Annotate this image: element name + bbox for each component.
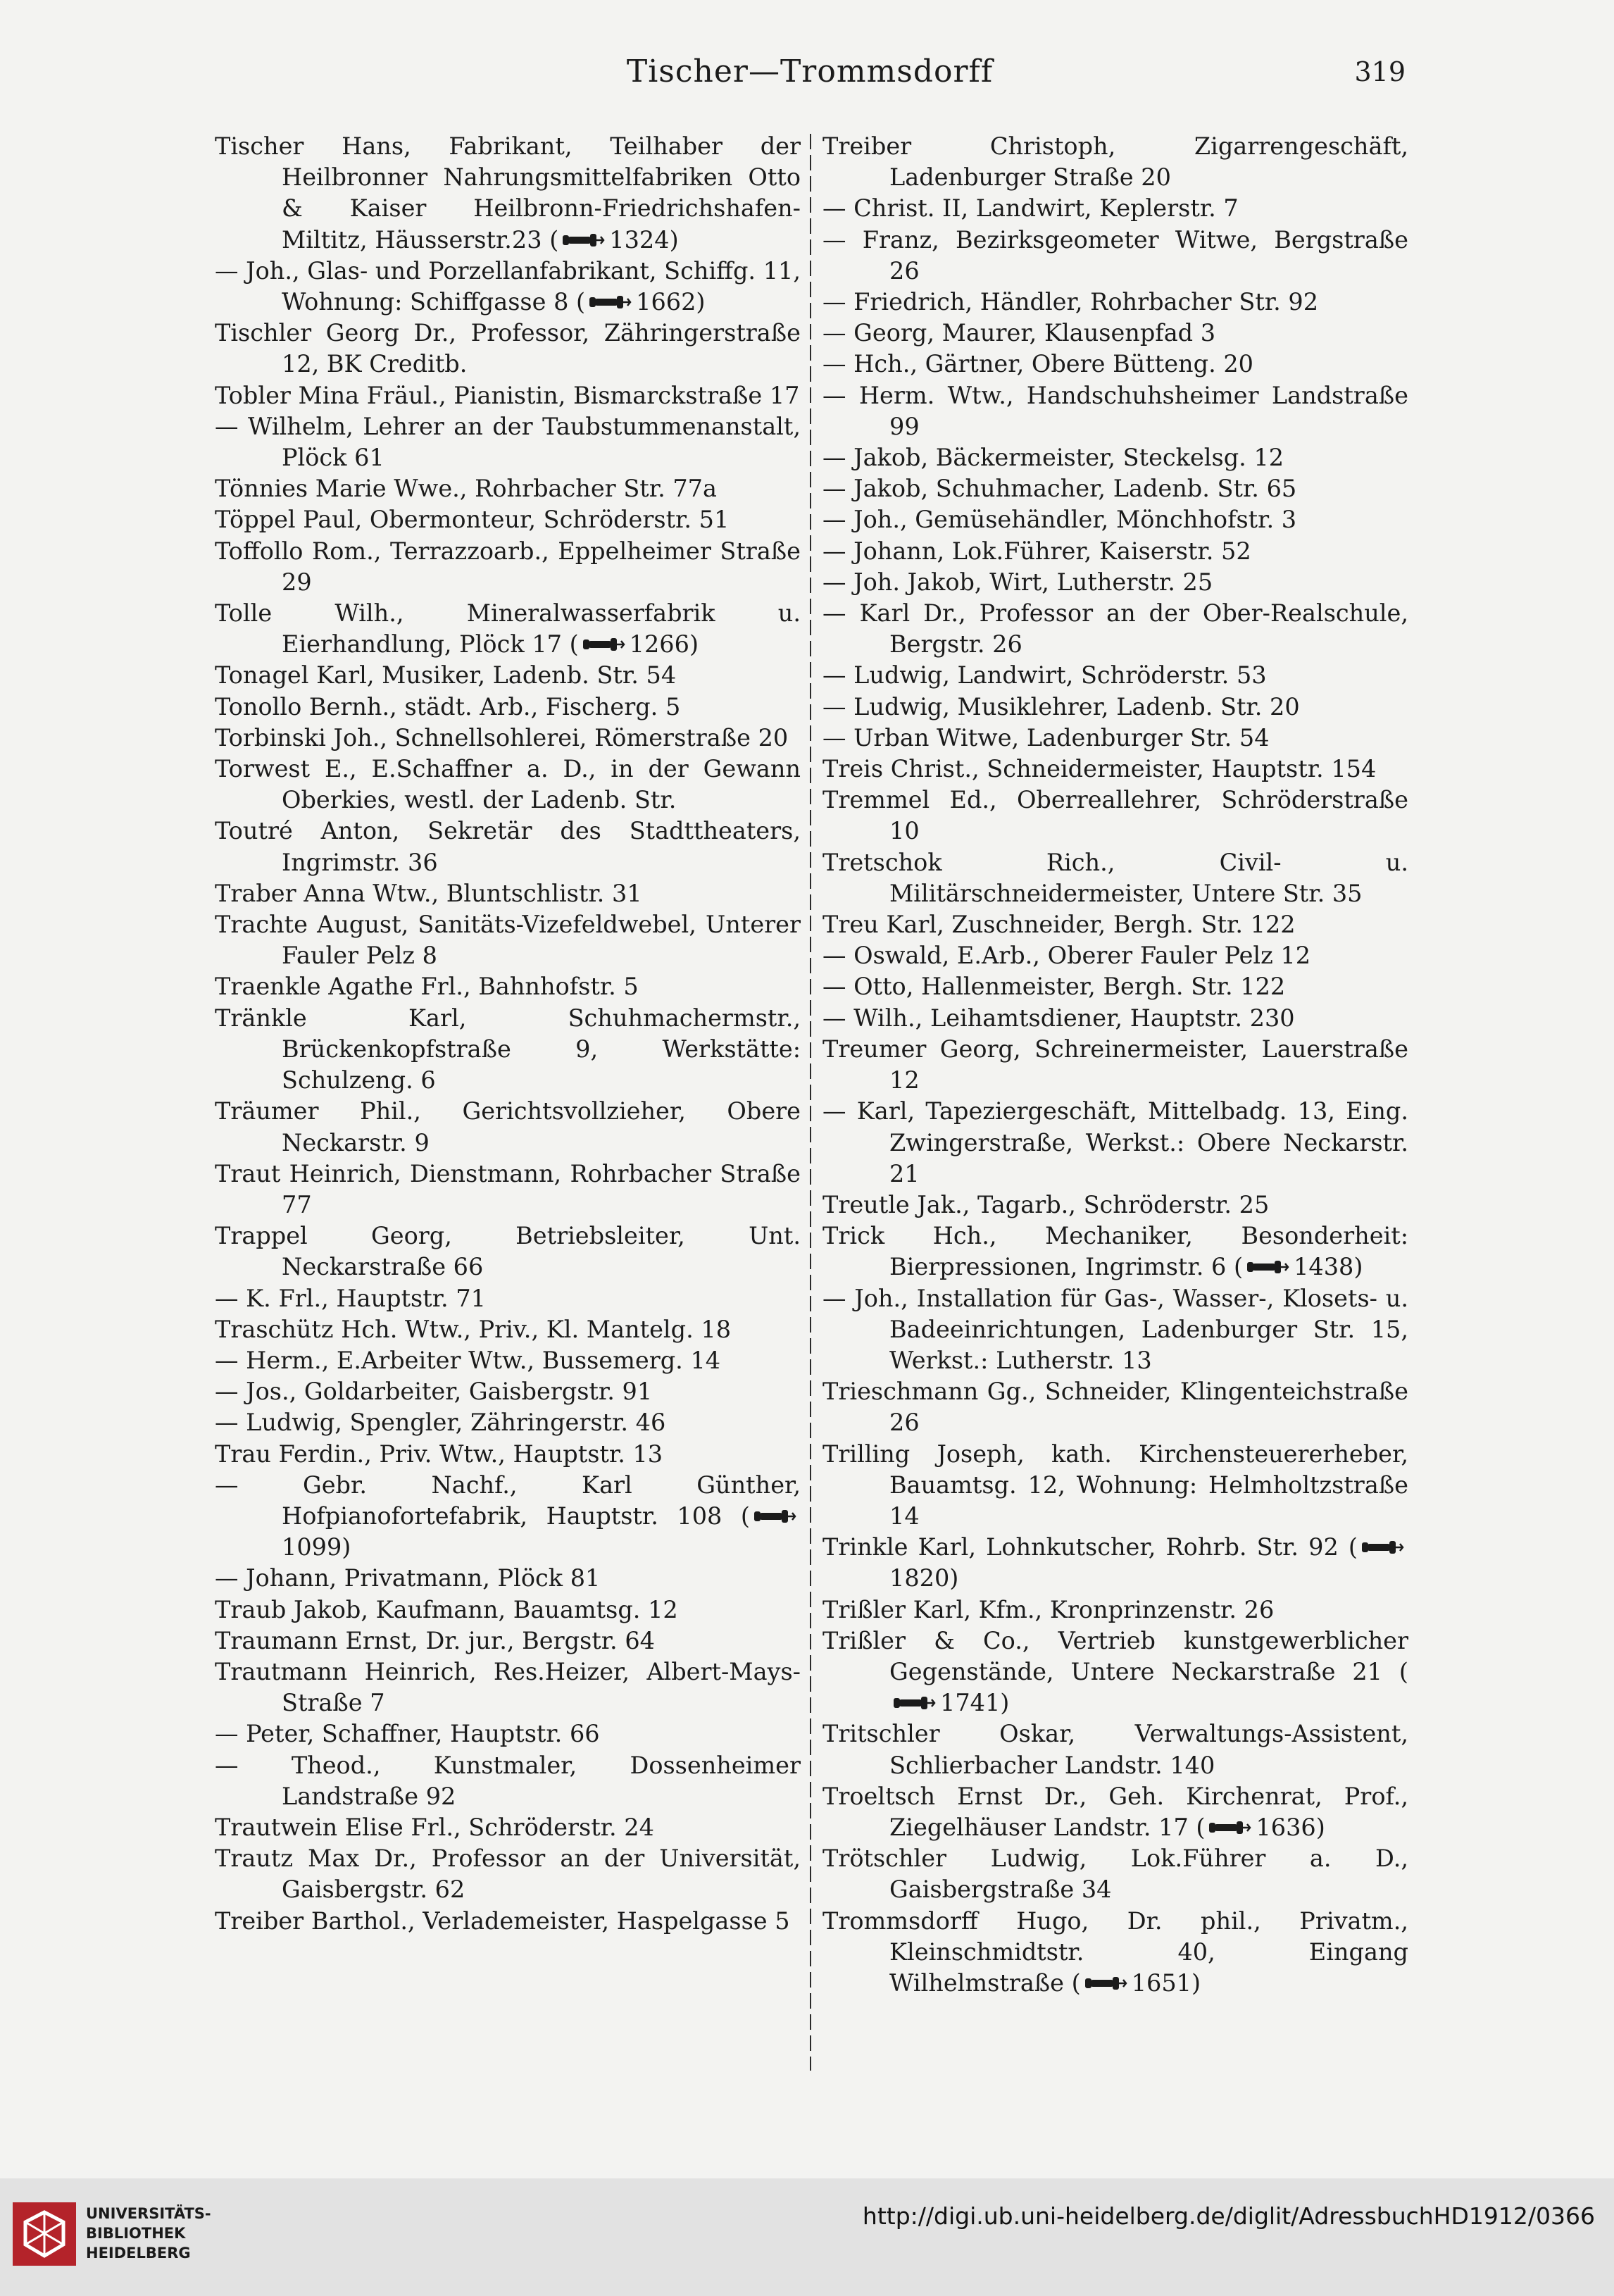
- library-name-line-2: BIBLIOTHEK: [86, 2225, 186, 2242]
- directory-entry: [215, 1283, 801, 1314]
- directory-entry: [215, 473, 801, 504]
- directory-entry: [822, 754, 1408, 785]
- directory-entry: [822, 785, 1408, 847]
- library-seal-icon: [13, 2202, 76, 2266]
- entry-text: Trautwein Elise Frl., Schröderstr. 24: [215, 1813, 654, 1841]
- page-header: [211, 51, 1408, 100]
- directory-entry: [822, 1532, 1408, 1594]
- closing-paren: ): [1353, 1253, 1363, 1281]
- directory-entry: [822, 1626, 1408, 1719]
- entry-text: Töppel Paul, Obermonteur, Schröderstr. 51: [215, 506, 730, 534]
- directory-entry: [822, 567, 1408, 598]
- page-number: 319: [1354, 56, 1406, 87]
- directory-entry: [215, 1750, 801, 1812]
- phone-number: 1324: [609, 225, 670, 254]
- directory-entry: [822, 287, 1408, 318]
- directory-entry: [822, 660, 1408, 691]
- directory-entry: [215, 816, 801, 878]
- directory-entry: [215, 1563, 801, 1594]
- directory-entry: [822, 723, 1408, 754]
- directory-entry: [822, 1283, 1408, 1377]
- entry-text: Toutré Anton, Sekretär des Stadttheaters, Ingrimstr. 36: [215, 817, 801, 876]
- entry-text: Treiber Barthol., Verlademeister, Haspelgasse 5: [215, 1907, 790, 1935]
- telephone-icon: [892, 1694, 936, 1712]
- source-url-link[interactable]: http://digi.ub.uni-heidelberg.de/diglit/AdressbuchHD1912/0366: [862, 2202, 1595, 2230]
- phone-number: 1266: [629, 630, 689, 659]
- entry-text: Tonollo Bernh., städt. Arb., Fischerg. 5: [215, 692, 681, 720]
- entry-text: — Otto, Hallenmeister, Bergh. Str. 122: [822, 973, 1286, 1001]
- entry-text: Trißler Karl, Kfm., Kronprinzenstr. 26: [822, 1595, 1275, 1623]
- closing-paren: ): [696, 288, 706, 316]
- directory-entry: [822, 1595, 1408, 1626]
- entry-text: — Oswald, E.Arb., Oberer Fauler Pelz 12: [822, 942, 1311, 970]
- entry-text: Trau Ferdin., Priv. Wtw., Hauptstr. 13: [215, 1440, 663, 1468]
- entry-text: Trick Hch., Mechaniker, Besonderheit: Bierpressionen, Ingrimstr. 6 (: [822, 1222, 1408, 1281]
- directory-entry: [215, 1595, 801, 1626]
- telephone-icon: [582, 635, 625, 654]
- entry-text: Treutle Jak., Tagarb., Schröderstr. 25: [822, 1190, 1270, 1218]
- directory-entry: [215, 878, 801, 909]
- entry-text: Tremmel Ed., Oberreallehrer, Schröderstraße 10: [822, 786, 1408, 845]
- phone-number: 1099: [282, 1533, 342, 1561]
- entry-text: — Urban Witwe, Ladenburger Str. 54: [822, 723, 1270, 751]
- entry-text: — Franz, Bezirksgeometer Witwe, Bergstraße 26: [822, 225, 1408, 285]
- entry-text: Tönnies Marie Wwe., Rohrbacher Str. 77a: [215, 475, 717, 503]
- footer-bar: [0, 2178, 1614, 2296]
- directory-entry: [822, 971, 1408, 1002]
- entry-text: — Georg, Maurer, Klausenpfad 3: [822, 319, 1216, 347]
- entry-text: Tolle Wilh., Mineralwasserfabrik u. Eierhandlung, Plöck 17 (: [215, 599, 801, 659]
- directory-entry: [215, 1159, 801, 1221]
- entry-text: — Karl Dr., Professor an der Ober-Realschule, Bergstr. 26: [822, 599, 1408, 659]
- closing-paren: ): [689, 630, 699, 659]
- directory-entry: [215, 1657, 801, 1718]
- telephone-icon: [753, 1507, 796, 1526]
- directory-entry: [215, 411, 801, 473]
- library-name-line-3: HEIDELBERG: [86, 2245, 191, 2261]
- column-divider: [810, 134, 811, 2071]
- directory-entry: [215, 1345, 801, 1376]
- entry-text: — Peter, Schaffner, Hauptstr. 66: [215, 1720, 600, 1748]
- entry-text: — K. Frl., Hauptstr. 71: [215, 1284, 486, 1312]
- directory-entry: [215, 1718, 801, 1749]
- entry-text: Trautmann Heinrich, Res.Heizer, Albert-Mays-Straße 7: [215, 1657, 801, 1717]
- directory-entry: [822, 1096, 1408, 1190]
- entry-text: Tischler Georg Dr., Professor, Zähringerstraße 12, BK Creditb.: [215, 319, 801, 378]
- directory-entry: [215, 504, 801, 535]
- directory-entry: [822, 131, 1408, 193]
- entry-text: Traber Anna Wtw., Bluntschlistr. 31: [215, 879, 642, 907]
- directory-entry: [215, 1843, 801, 1905]
- entry-text: — Herm., E.Arbeiter Wtw., Bussemerg. 14: [215, 1346, 721, 1374]
- entry-text: — Joh., Installation für Gas-, Wasser-, Klosets- u. Badeeinrichtungen, Ladenburger Str. 15, Werkst.: Lutherstr. 13: [822, 1284, 1408, 1374]
- telephone-icon: [588, 293, 632, 311]
- entry-text: — Theod., Kunstmaler, Dossenheimer Landstraße 92: [215, 1751, 801, 1810]
- entry-text: Toffollo Rom., Terrazzoarb., Eppelheimer Straße 29: [215, 537, 801, 596]
- phone-number: 1741: [940, 1689, 1001, 1717]
- closing-paren: ): [342, 1533, 351, 1561]
- phone-number: 1662: [636, 288, 696, 316]
- entry-text: Trinkle Karl, Lohnkutscher, Rohrb. Str. 92 (: [822, 1533, 1358, 1561]
- entry-text: Tritschler Oskar, Verwaltungs-Assistent, Schlierbacher Landstr. 140: [822, 1720, 1408, 1779]
- directory-entry: [822, 1906, 1408, 1999]
- phone-number: 1820: [889, 1564, 950, 1592]
- phone-number: 1651: [1131, 1969, 1191, 1997]
- entry-text: Trommsdorff Hugo, Dr. phil., Privatm., Kleinschmidtstr. 40, Eingang Wilhelmstraße (: [822, 1907, 1408, 1997]
- directory-entry: [215, 723, 801, 754]
- directory-entry: [215, 1470, 801, 1564]
- directory-entry: [215, 660, 801, 691]
- entry-text: — Christ. II, Landwirt, Keplerstr. 7: [822, 194, 1239, 223]
- left-column: [215, 131, 801, 1937]
- running-title: Tischer—Trommsdorff: [626, 54, 994, 89]
- directory-entry: [215, 1096, 801, 1158]
- entry-text: Traut Heinrich, Dienstmann, Rohrbacher Straße 77: [215, 1159, 801, 1218]
- telephone-icon: [1208, 1818, 1251, 1837]
- directory-entry: [215, 1221, 801, 1283]
- directory-entry: [215, 1626, 801, 1657]
- directory-entry: [822, 536, 1408, 567]
- entry-text: Trachte August, Sanitäts-Vizefeldwebel, Unterer Fauler Pelz 8: [215, 911, 801, 970]
- entry-text: — Gebr. Nachf., Karl Günther, Hofpianofortefabrik, Hauptstr. 108 (: [215, 1471, 801, 1530]
- directory-entry: [822, 1190, 1408, 1221]
- directory-entry: [822, 1003, 1408, 1034]
- directory-entry: [215, 909, 801, 971]
- directory-entry: [822, 504, 1408, 535]
- directory-entry: [822, 442, 1408, 473]
- entry-text: Torbinski Joh., Schnellsohlerei, Römerstraße 20: [215, 723, 789, 751]
- directory-entry: [822, 847, 1408, 909]
- entry-text: Tretschok Rich., Civil- u. Militärschneidermeister, Untere Str. 35: [822, 848, 1408, 907]
- directory-entry: [822, 1034, 1408, 1096]
- closing-paren: ): [1191, 1969, 1201, 1997]
- phone-number: 1438: [1294, 1253, 1354, 1281]
- entry-text: — Ludwig, Spengler, Zähringerstr. 46: [215, 1409, 666, 1437]
- entry-text: — Ludwig, Musiklehrer, Ladenb. Str. 20: [822, 692, 1300, 720]
- entry-text: Traub Jakob, Kaufmann, Bauamtsg. 12: [215, 1595, 678, 1623]
- directory-entry: [822, 1843, 1408, 1905]
- closing-paren: ): [669, 225, 679, 254]
- directory-entry: [215, 1407, 801, 1438]
- directory-entry: [822, 909, 1408, 940]
- directory-entry: [822, 225, 1408, 287]
- right-column: [822, 131, 1408, 1999]
- directory-entry: [215, 1906, 801, 1937]
- directory-entry: [822, 1781, 1408, 1843]
- entry-text: — Joh. Jakob, Wirt, Lutherstr. 25: [822, 568, 1213, 596]
- directory-entry: [215, 971, 801, 1002]
- entry-text: — Johann, Lok.Führer, Kaiserstr. 52: [822, 537, 1251, 565]
- closing-paren: ): [1000, 1689, 1010, 1717]
- directory-entry: [215, 754, 801, 816]
- directory-entry: [822, 380, 1408, 442]
- entry-text: — Jakob, Bäckermeister, Steckelsg. 12: [822, 444, 1284, 472]
- entry-text: Treis Christ., Schneidermeister, Hauptstr. 154: [822, 755, 1377, 783]
- entry-text: Troeltsch Ernst Dr., Geh. Kirchenrat, Prof., Ziegelhäuser Landstr. 17 (: [822, 1782, 1408, 1841]
- directory-entry: [822, 473, 1408, 504]
- entry-text: — Joh., Gemüsehändler, Mönchhofstr. 3: [822, 506, 1297, 534]
- entry-text: — Wilhelm, Lehrer an der Taubstummenanstalt, Plöck 61: [215, 412, 801, 472]
- entry-text: — Hch., Gärtner, Obere Bütteng. 20: [822, 350, 1253, 378]
- entry-text: — Ludwig, Landwirt, Schröderstr. 53: [822, 661, 1267, 690]
- entry-text: — Wilh., Leihamtsdiener, Hauptstr. 230: [822, 1004, 1295, 1032]
- entry-text: Tobler Mina Fräul., Pianistin, Bismarckstraße 17: [215, 381, 800, 409]
- entry-text: Treumer Georg, Schreinermeister, Lauerstraße 12: [822, 1035, 1408, 1094]
- telephone-icon: [1360, 1538, 1404, 1556]
- directory-entry: [822, 1439, 1408, 1533]
- entry-text: Treiber Christoph, Zigarrengeschäft, Ladenburger Straße 20: [822, 132, 1408, 192]
- entry-text: — Jos., Goldarbeiter, Gaisbergstr. 91: [215, 1378, 653, 1406]
- directory-entry: [822, 692, 1408, 723]
- directory-entry: [215, 1314, 801, 1345]
- entry-text: Tränkle Karl, Schuhmachermstr., Brückenkopfstraße 9, Werkstätte: Schulzeng. 6: [215, 1004, 801, 1094]
- directory-entry: [822, 598, 1408, 660]
- directory-entry: [215, 318, 801, 380]
- directory-entry: [822, 940, 1408, 971]
- entry-text: Tonagel Karl, Musiker, Ladenb. Str. 54: [215, 661, 677, 690]
- directory-entry: [822, 193, 1408, 224]
- entry-text: Traumann Ernst, Dr. jur., Bergstr. 64: [215, 1626, 655, 1654]
- closing-paren: ): [1315, 1813, 1325, 1841]
- entry-text: Traschütz Hch. Wtw., Priv., Kl. Mantelg. 18: [215, 1315, 732, 1343]
- entry-text: Trautz Max Dr., Professor an der Universität, Gaisbergstr. 62: [215, 1845, 801, 1904]
- directory-entry: [822, 349, 1408, 380]
- directory-entry: [215, 1003, 801, 1097]
- entry-text: Trilling Joseph, kath. Kirchensteuererheber, Bauamtsg. 12, Wohnung: Helmholtzstraße 14: [822, 1440, 1408, 1530]
- entry-text: — Karl, Tapeziergeschäft, Mittelbadg. 13, Eing. Zwingerstraße, Werkst.: Obere Neckarstr. 21: [822, 1097, 1408, 1187]
- telephone-icon: [561, 231, 605, 249]
- directory-entry: [822, 1718, 1408, 1780]
- entry-text: Tischer Hans, Fabrikant, Teilhaber der Heilbronner Nahrungsmittelfabriken Otto & Kaiser Heilbronn-Friedrichshafen-Miltitz, Häusserstr.23 (: [215, 132, 801, 254]
- entry-text: — Herm. Wtw., Handschuhsheimer Landstraße 99: [822, 381, 1408, 440]
- directory-entry: [215, 256, 801, 318]
- entry-text: Traenkle Agathe Frl., Bahnhofstr. 5: [215, 973, 639, 1001]
- entry-text: Träumer Phil., Gerichtsvollzieher, Obere Neckarstr. 9: [215, 1097, 801, 1156]
- library-name: [86, 2204, 211, 2263]
- directory-entry: [215, 1439, 801, 1470]
- entry-text: — Friedrich, Händler, Rohrbacher Str. 92: [822, 288, 1319, 316]
- entry-text: Treu Karl, Zuschneider, Bergh. Str. 122: [822, 911, 1296, 939]
- directory-entry: [215, 1812, 801, 1843]
- entry-text: Trieschmann Gg., Schneider, Klingenteichstraße 26: [822, 1378, 1408, 1437]
- entry-text: Trißler & Co., Vertrieb kunstgewerblicher Gegenstände, Untere Neckarstraße 21 (: [822, 1626, 1408, 1685]
- entry-text: — Jakob, Schuhmacher, Ladenb. Str. 65: [822, 475, 1297, 503]
- directory-entry: [215, 380, 801, 411]
- directory-entry: [215, 536, 801, 598]
- entry-text: — Joh., Glas- und Porzellanfabrikant, Schiffg. 11, Wohnung: Schiffgasse 8 (: [215, 256, 801, 316]
- phone-number: 1636: [1256, 1813, 1316, 1841]
- telephone-icon: [1246, 1258, 1289, 1276]
- directory-entry: [215, 692, 801, 723]
- entry-text: Trötschler Ludwig, Lok.Führer a. D., Gaisbergstraße 34: [822, 1845, 1408, 1904]
- directory-entry: [215, 598, 801, 660]
- library-logo[interactable]: [13, 2197, 217, 2281]
- telephone-icon: [1084, 1974, 1127, 1992]
- directory-entry: [822, 1376, 1408, 1438]
- directory-entry: [822, 1221, 1408, 1283]
- library-name-line-1: UNIVERSITÄTS-: [86, 2205, 211, 2222]
- directory-entry: [215, 131, 801, 256]
- directory-entry: [822, 318, 1408, 349]
- closing-paren: ): [949, 1564, 959, 1592]
- directory-entry: [215, 1376, 801, 1407]
- entry-text: Trappel Georg, Betriebsleiter, Unt. Neckarstraße 66: [215, 1222, 801, 1281]
- entry-text: Torwest E., E.Schaffner a. D., in der Gewann Oberkies, westl. der Ladenb. Str.: [215, 755, 801, 814]
- entry-text: — Johann, Privatmann, Plöck 81: [215, 1564, 601, 1592]
